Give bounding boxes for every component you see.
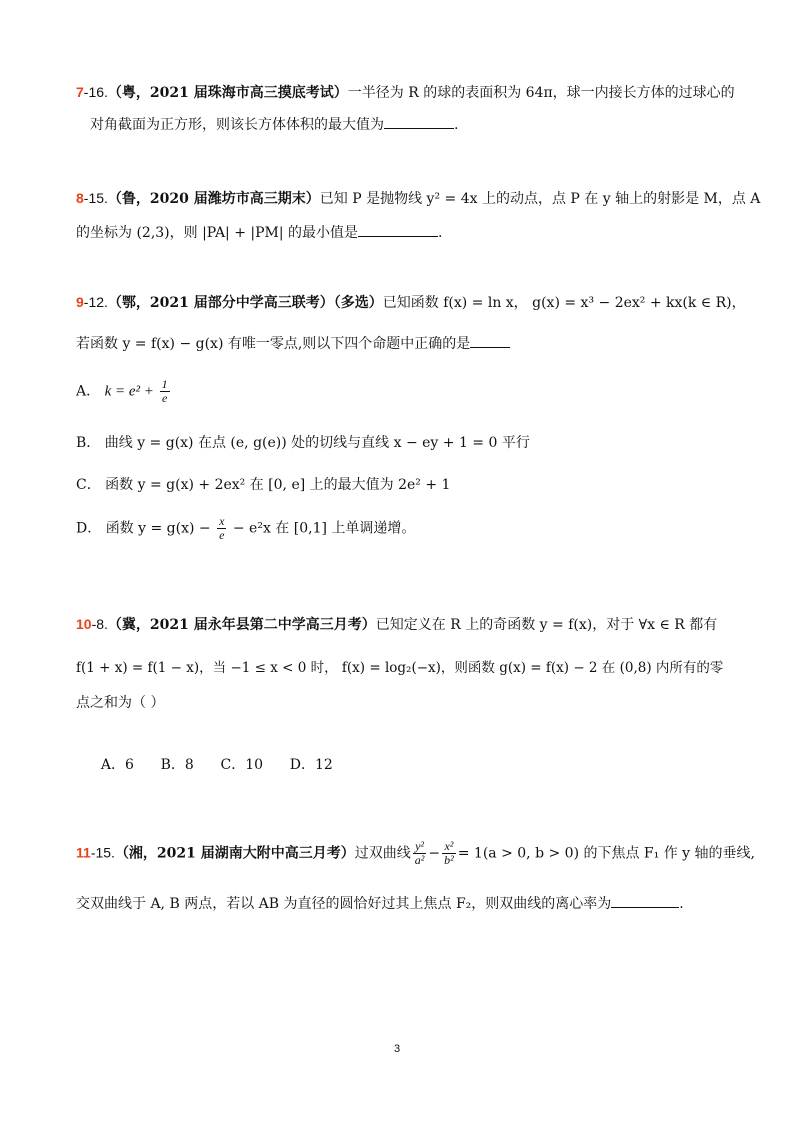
question-text: 的坐标为 (2,3)，则 |PA| + |PM| 的最小值是 <box>76 225 359 241</box>
question-number: 10 <box>76 616 92 632</box>
answer-blank <box>470 333 510 348</box>
answer-blank <box>358 222 438 237</box>
question-text: = 1(a > 0, b > 0) 的下焦点 F₁ 作 y 轴的垂线, <box>457 845 755 862</box>
answer-blank <box>384 114 454 129</box>
fraction <box>442 840 456 867</box>
question-10-line-2 <box>76 656 723 676</box>
question-7 <box>76 82 735 102</box>
question-10-choices <box>92 738 333 774</box>
option-c <box>76 474 450 494</box>
option-a <box>76 378 172 405</box>
page-number: 3 <box>393 1043 401 1055</box>
question-text: 对角截面为正方形，则该长方体体积的最大值为 <box>90 117 384 133</box>
fraction-denominator: b² <box>444 853 454 867</box>
question-subnumber: -15. <box>90 844 115 861</box>
question-subnumber: -15. <box>83 190 108 206</box>
question-text: 交双曲线于 A, B 两点，若以 AB 为直径的圆恰好过其上焦点 F₂，则双曲线的离心率为 <box>76 896 612 912</box>
question-8-line-2 <box>76 222 443 242</box>
question-11-line-2 <box>76 893 684 913</box>
question-text: f(1 + x) = f(1 − x)，当 −1 ≤ x < 0 时， f(x) = log₂(−x)，则函数 g(x) = f(x) − 2 在 (0,8) 内所有的零 <box>76 660 724 676</box>
fraction-denominator: e <box>161 391 168 405</box>
minus-sign: − <box>428 845 441 862</box>
question-7-line-2 <box>90 114 458 134</box>
question-text: 已知 P 是抛物线 y² = 4x 上的动点，点 P 在 y 轴上的射影是 M，点 A <box>319 191 761 207</box>
question-text: 过双曲线 <box>354 845 411 862</box>
option-label: A． <box>76 383 101 400</box>
option-math: k = e² + <box>104 383 158 400</box>
option-d <box>76 515 415 542</box>
option-label: C． <box>76 477 101 493</box>
period: . <box>454 117 459 133</box>
fraction-numerator: 1 <box>161 377 168 391</box>
question-subnumber: -12. <box>83 294 108 310</box>
answer-blank <box>611 893 679 908</box>
question-9-line-2 <box>76 333 510 353</box>
period: . <box>679 896 684 912</box>
option-b <box>76 432 530 452</box>
question-subnumber: -16. <box>83 84 108 100</box>
question-number: 9 <box>76 294 84 310</box>
question-text: 已知函数 f(x) = ln x， g(x) = x³ − 2ex² + kx(k ∈ R)， <box>382 295 746 311</box>
question-source: （鲁，2020 届潍坊市高三期末） <box>107 191 320 207</box>
fraction-denominator: e <box>219 528 225 542</box>
question-text: 已知定义在 R 上的奇函数 y = f(x)，对于 ∀x ∈ R 都有 <box>375 617 718 633</box>
fraction-denominator: a² <box>414 853 425 867</box>
fraction <box>413 840 427 867</box>
question-8 <box>76 188 760 208</box>
option-text: 曲线 y = g(x) 在点 (e, g(e)) 处的切线与直线 x − ey + 1 = 0 平行 <box>104 435 530 451</box>
fraction-numerator: x² <box>442 840 456 854</box>
question-9 <box>76 292 746 312</box>
choices-text: A．6 B．8 C．10 D．12 <box>100 757 333 773</box>
question-11 <box>76 840 755 867</box>
question-number: 7 <box>76 84 84 100</box>
option-text: − e²x 在 [0,1] 上单调递增。 <box>228 520 416 537</box>
option-label: B． <box>76 435 101 451</box>
question-number: 8 <box>76 190 84 206</box>
option-text: 函数 y = g(x) + 2ex² 在 [0, e] 上的最大值为 2e² + 1 <box>105 477 451 493</box>
question-source: （湘，2021 届湖南大附中高三月考） <box>114 845 355 862</box>
fraction <box>217 515 226 542</box>
fraction-numerator: y² <box>413 840 427 854</box>
question-source: （鄂，2021 届部分中学高三联考）（多选） <box>107 295 383 311</box>
option-text: 函数 y = g(x) − <box>105 520 216 537</box>
question-text: 若函数 y = f(x) − g(x) 有唯一零点,则以下四个命题中正确的是 <box>76 336 471 352</box>
question-10-line-3 <box>76 692 164 712</box>
option-label: D． <box>76 520 102 537</box>
question-source: （粤，2021 届珠海市高三摸底考试） <box>107 85 348 101</box>
question-subnumber: -8. <box>91 616 108 632</box>
fraction-numerator: x <box>219 514 225 528</box>
question-10 <box>76 614 717 634</box>
fraction <box>160 378 170 405</box>
question-text: 点之和为（ ） <box>76 695 165 711</box>
question-text: 一半径为 R 的球的表面积为 64π，球一内接长方体的过球心的 <box>347 85 735 101</box>
period: . <box>438 225 443 241</box>
question-source: （冀，2021 届永年县第二中学高三月考） <box>107 617 376 633</box>
question-number: 11 <box>76 844 91 861</box>
